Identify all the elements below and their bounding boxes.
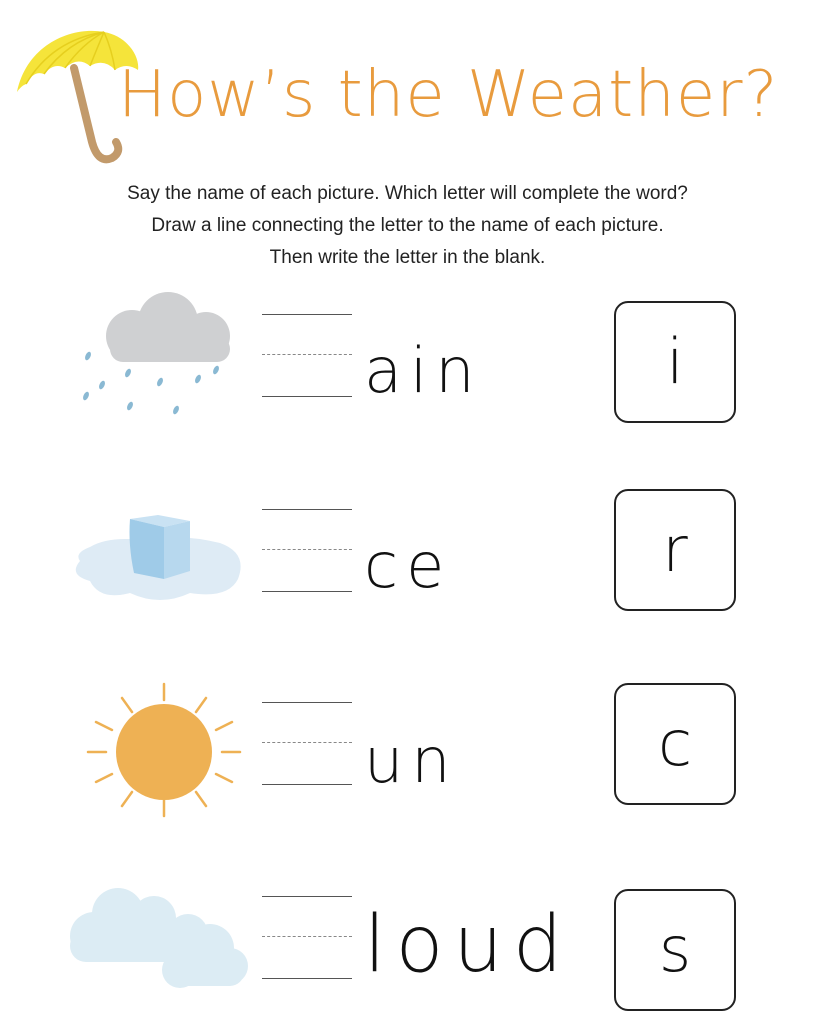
word-ending: ce [364,529,453,602]
exercise-row [0,874,815,1014]
letter-box[interactable] [614,301,736,423]
cloud-icon [60,874,250,1014]
exercise-row [0,483,815,623]
instruction-line: Then write the letter in the blank. [269,247,546,268]
letter-box[interactable] [614,489,736,611]
instruction-line: Say the name of each picture. Which letter will complete the word? [127,183,688,204]
letter-option: i [666,325,684,398]
word-ending: loud [364,900,573,990]
rain-cloud-icon [60,288,250,428]
page-title: How’s the Weather? [118,58,779,132]
word-ending: un [364,724,459,797]
instruction-line: Draw a line connecting the letter to the name of each picture. [151,215,664,236]
word-ending: ain [364,334,483,407]
letter-option: r [662,513,688,586]
letter-option: c [657,707,693,780]
sun-icon [60,680,250,820]
exercise-row [0,680,815,820]
ice-cube-icon [60,483,250,623]
exercise-row [0,288,815,428]
letter-option: s [658,913,692,986]
letter-box[interactable] [614,683,736,805]
instructions [0,178,815,274]
letter-box[interactable] [614,889,736,1011]
